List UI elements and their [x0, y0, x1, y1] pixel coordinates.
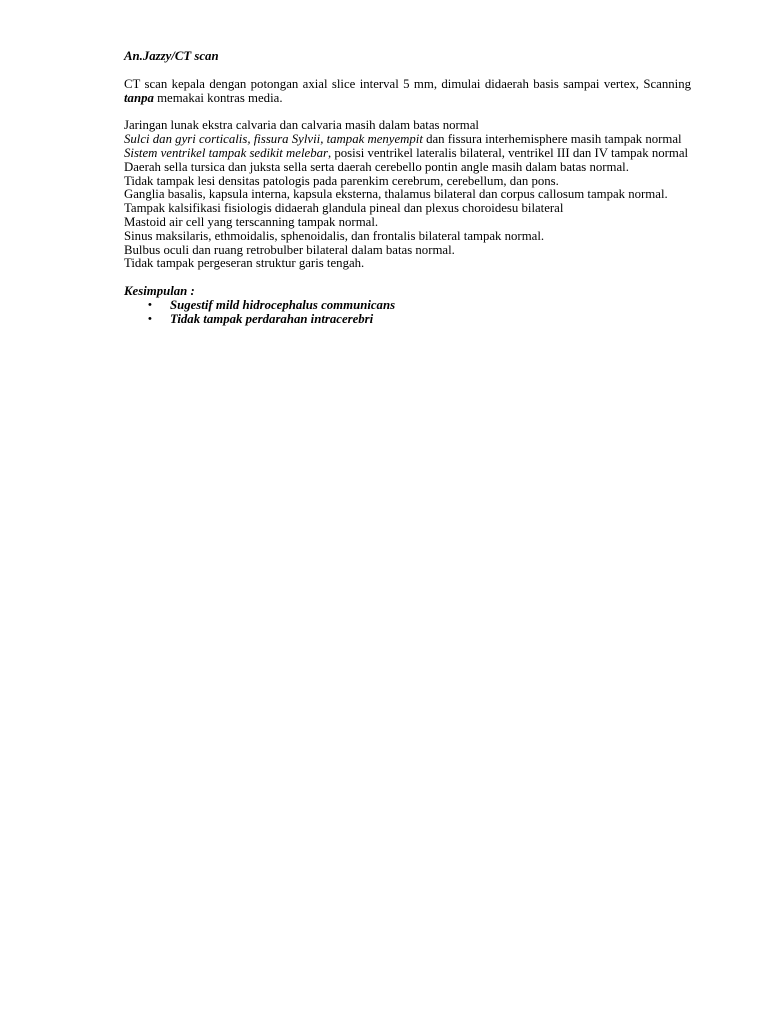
finding-bulbus: Bulbus oculi dan ruang retrobulber bilateral dalam batas normal. — [124, 242, 455, 257]
finding-sinus: Sinus maksilaris, ethmoidalis, sphenoidalis, dan frontalis bilateral tampak normal. — [124, 228, 545, 243]
finding-calcification: Tampak kalsifikasi fisiologis didaerah glandula pineal dan plexus choroidesu bilateral — [124, 201, 564, 216]
document-title: An.Jazzy/CT scan — [124, 49, 219, 63]
conclusion-item-text: Tidak tampak perdarahan intracerebri — [170, 311, 374, 326]
conclusion-heading: Kesimpulan : — [124, 284, 195, 299]
findings-block — [124, 119, 691, 271]
finding-sulci-italic: Sulci dan gyri corticalis, fissura Sylvii, tampak menyempit — [124, 132, 423, 147]
finding-midline: Tidak tampak pergeseran struktur garis tengah. — [124, 256, 365, 271]
finding-mastoid: Mastoid air cell yang terscanning tampak normal. — [124, 214, 379, 229]
intro-emphasis: tanpa — [124, 90, 154, 105]
conclusion-item — [148, 313, 691, 327]
finding-sulci — [124, 133, 691, 147]
bullet-icon: • — [148, 312, 152, 325]
finding-ventricle — [124, 147, 691, 161]
finding-ventricle-rest: , posisi ventrikel lateralis bilateral, ventrikel III dan IV tampak normal — [327, 145, 689, 160]
intro-text-1: CT scan kepala dengan potongan axial slice interval 5 mm, dimulai didaerah basis sampai vertex, Scanning — [124, 76, 691, 91]
conclusion-item — [148, 299, 691, 313]
document-page — [124, 50, 691, 327]
finding-calvaria: Jaringan lunak ekstra calvaria dan calvaria masih dalam batas normal — [124, 118, 479, 133]
intro-text-2: memakai kontras media. — [153, 90, 283, 105]
finding-ganglia: Ganglia basalis, kapsula interna, kapsula eksterna, thalamus bilateral dan corpus callosum tampak normal. — [124, 187, 668, 202]
conclusion-list — [124, 299, 691, 327]
intro-paragraph — [124, 78, 691, 106]
bullet-icon: • — [148, 298, 152, 311]
conclusion-item-text: Sugestif mild hidrocephalus communicans — [170, 297, 396, 312]
finding-ventricle-italic: Sistem ventrikel tampak sedikit melebar — [124, 145, 328, 160]
finding-sella: Daerah sella tursica dan juksta sella serta daerah cerebello pontin angle masih dalam batas normal. — [124, 159, 629, 174]
finding-lesion: Tidak tampak lesi densitas patologis pada parenkim cerebrum, cerebellum, dan pons. — [124, 173, 559, 188]
finding-sulci-rest: dan fissura interhemisphere masih tampak normal — [422, 132, 682, 147]
